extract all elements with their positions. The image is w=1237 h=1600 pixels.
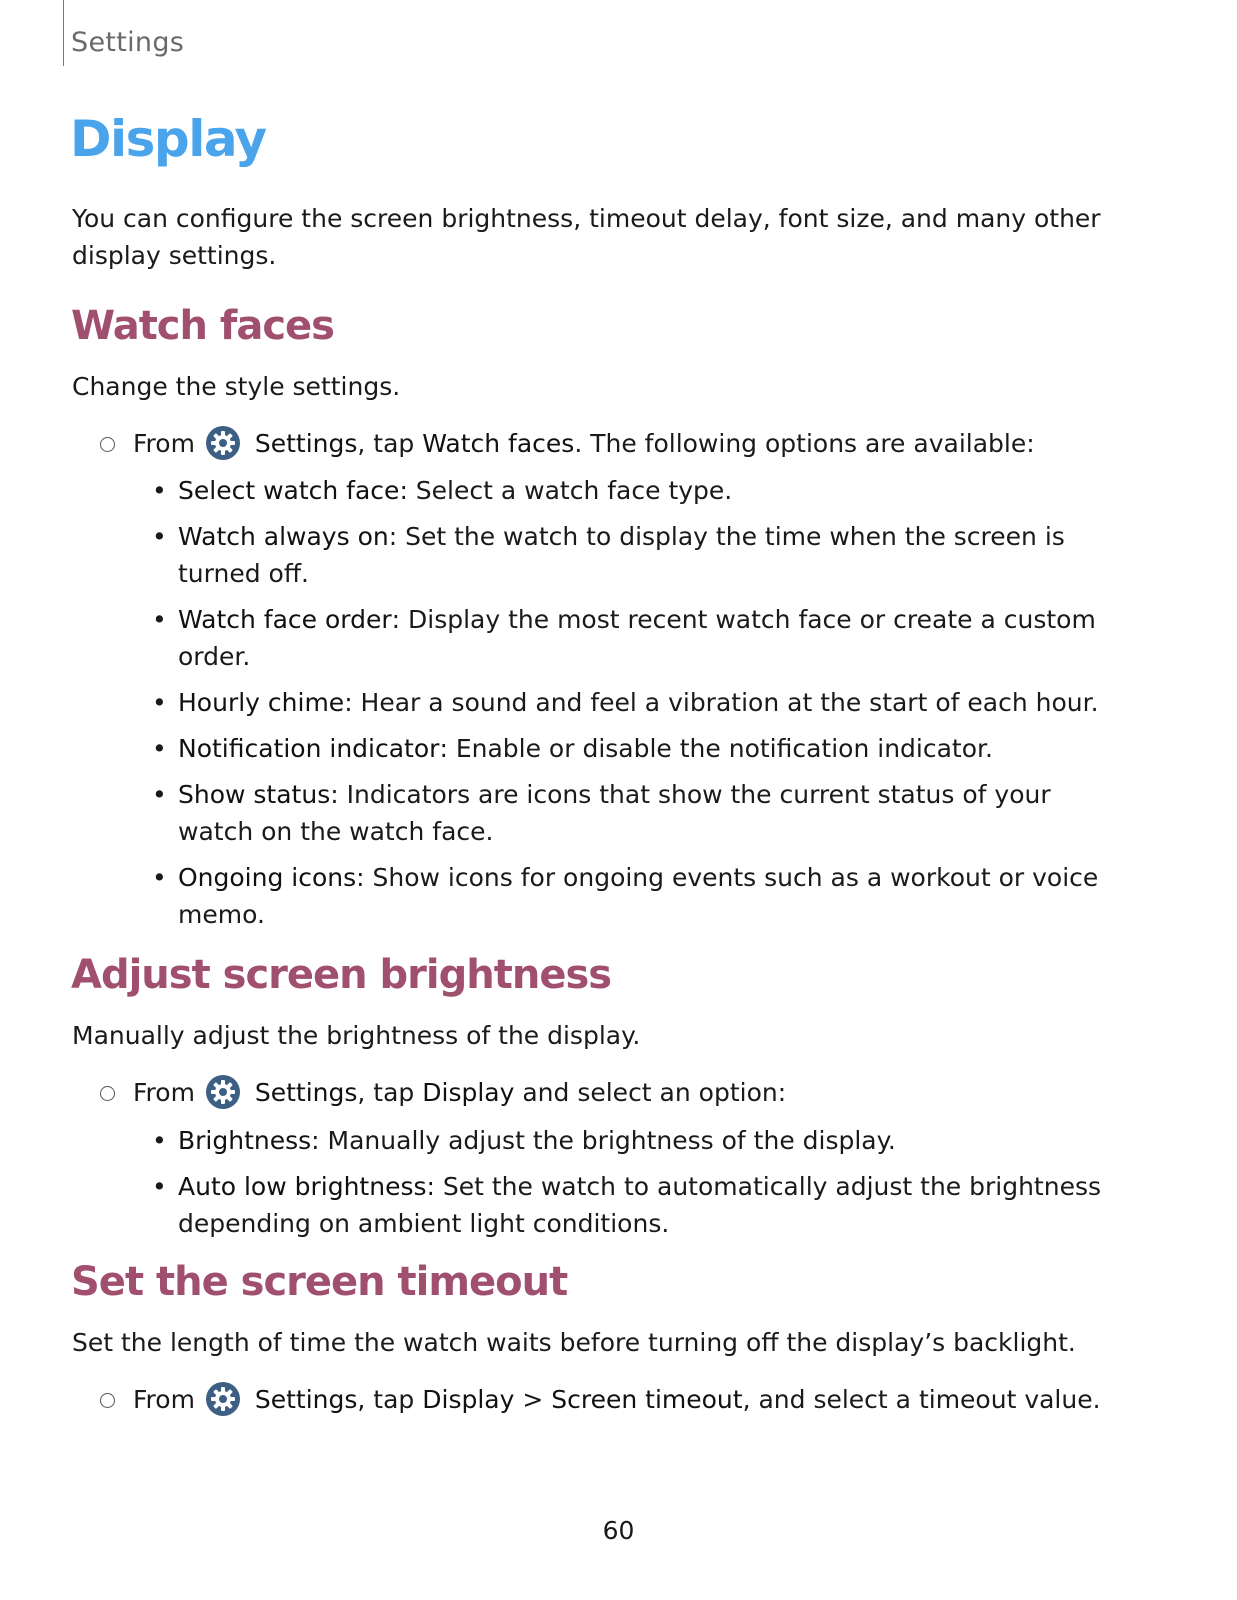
option-desc: : Enable or disable the notification indicator. — [439, 734, 993, 763]
option-term: Hourly chime — [178, 688, 345, 717]
step-from: From — [133, 1385, 195, 1414]
step-from: From — [133, 429, 195, 458]
list-item — [152, 684, 1127, 721]
option-term: Watch face order — [178, 605, 392, 634]
step-target-display: Display — [422, 1078, 515, 1107]
section-title-watch-faces: Watch faces — [71, 303, 334, 349]
option-term: Ongoing icons — [178, 863, 357, 892]
step-target-watch-faces: Watch faces — [422, 429, 575, 458]
option-desc: : Manually adjust the brightness of the display. — [311, 1126, 896, 1155]
list-item — [152, 518, 1127, 592]
option-term: Watch always on — [178, 522, 389, 551]
brightness-description: Manually adjust the brightness of the display. — [72, 1021, 641, 1050]
option-desc: : Indicators are icons that show the current status of your watch on the watch face. — [178, 780, 1051, 846]
chevron-right-icon: > — [514, 1385, 552, 1414]
step-mid: , tap — [357, 429, 423, 458]
circle-bullet-icon — [100, 1393, 115, 1408]
list-item — [152, 472, 1127, 509]
list-item — [152, 601, 1127, 675]
list-item — [152, 859, 1127, 933]
step-app-settings: Settings — [254, 1078, 358, 1107]
gear-icon — [205, 1381, 241, 1417]
option-desc: : Select a watch face type. — [399, 476, 733, 505]
step-from: From — [133, 1078, 195, 1107]
option-desc: : Hear a sound and feel a vibration at the start of each hour. — [344, 688, 1099, 717]
page-number: 60 — [602, 1516, 635, 1545]
gear-icon — [205, 425, 241, 461]
step-mid: , tap — [357, 1078, 423, 1107]
step-target-display: Display — [422, 1385, 515, 1414]
option-desc: : Show icons for ongoing events such as a workout or voice memo. — [178, 863, 1099, 929]
list-item — [152, 1168, 1127, 1242]
list-item — [152, 776, 1127, 850]
step-app-settings: Settings — [254, 429, 358, 458]
step-app-settings: Settings, — [254, 1385, 366, 1414]
option-term: Notification indicator — [178, 734, 440, 763]
option-term: Auto low brightness — [178, 1172, 427, 1201]
watch-faces-options-list — [152, 472, 1127, 942]
option-term: Brightness — [178, 1126, 312, 1155]
intro-text: You can configure the screen brightness, timeout delay, font size, and many other display settings. — [72, 204, 1101, 270]
header-section-label: Settings — [71, 27, 185, 58]
option-term: Show status — [178, 780, 331, 809]
header-divider — [63, 0, 64, 66]
option-desc: : Set the watch to display the time when the screen is turned off. — [178, 522, 1065, 588]
step-target-screen-timeout: Screen timeout — [551, 1385, 743, 1414]
circle-bullet-icon — [100, 1086, 115, 1101]
circle-bullet-icon — [100, 437, 115, 452]
step-mid: tap — [365, 1385, 423, 1414]
list-item — [152, 1122, 1127, 1159]
gear-icon — [205, 1074, 241, 1110]
step-tail: , and select a timeout value. — [742, 1385, 1101, 1414]
timeout-description: Set the length of time the watch waits before turning off the display’s backlight. — [72, 1328, 1076, 1357]
page-title: Display — [70, 110, 266, 168]
step-tail: and select an option: — [514, 1078, 787, 1107]
brightness-options-list — [152, 1122, 1127, 1251]
option-desc: : Display the most recent watch face or create a custom order. — [178, 605, 1096, 671]
section-title-timeout: Set the screen timeout — [71, 1259, 568, 1305]
option-term: Select watch face — [178, 476, 400, 505]
step-tail: . The following options are available: — [574, 429, 1035, 458]
watch-faces-description: Change the style settings. — [72, 372, 401, 401]
list-item — [152, 730, 1127, 767]
option-desc: : Set the watch to automatically adjust the brightness depending on ambient light conditions. — [178, 1172, 1102, 1238]
section-title-brightness: Adjust screen brightness — [71, 952, 612, 998]
